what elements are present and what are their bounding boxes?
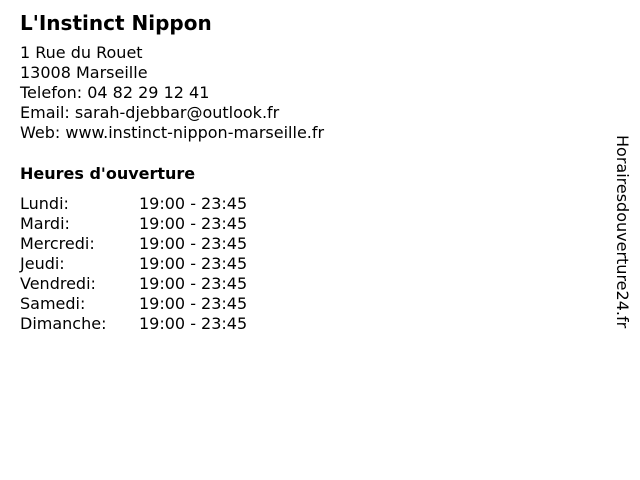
- time-range: 19:00 - 23:45: [139, 194, 248, 213]
- time-range: 19:00 - 23:45: [139, 254, 248, 273]
- day-label: Samedi:: [20, 294, 86, 313]
- time-range: 19:00 - 23:45: [139, 294, 248, 313]
- time-range: 19:00 - 23:45: [139, 314, 248, 333]
- email-line: Email: sarah-djebbar@outlook.fr: [20, 103, 280, 122]
- hours-table: [20, 194, 280, 334]
- day-label: Lundi:: [20, 194, 69, 213]
- day-label: Dimanche:: [20, 314, 107, 333]
- hours-row-friday: [20, 274, 280, 294]
- city-line: 13008 Marseille: [20, 63, 148, 82]
- time-range: 19:00 - 23:45: [139, 234, 248, 253]
- phone-line: Telefon: 04 82 29 12 41: [20, 83, 210, 102]
- day-label: Jeudi:: [20, 254, 65, 273]
- hours-row-wednesday: [20, 234, 280, 254]
- street-address: 1 Rue du Rouet: [20, 43, 143, 62]
- business-name: L'Instinct Nippon: [20, 11, 212, 35]
- hours-row-saturday: [20, 294, 280, 314]
- hours-row-monday: [20, 194, 280, 214]
- hours-row-sunday: [20, 314, 280, 334]
- web-line: Web: www.instinct-nippon-marseille.fr: [20, 123, 325, 142]
- address-block: [20, 43, 324, 143]
- hours-row-thursday: [20, 254, 280, 274]
- time-range: 19:00 - 23:45: [139, 214, 248, 233]
- day-label: Mercredi:: [20, 234, 95, 253]
- hours-heading: Heures d'ouverture: [20, 164, 196, 183]
- hours-row-tuesday: [20, 214, 280, 234]
- day-label: Vendredi:: [20, 274, 96, 293]
- day-label: Mardi:: [20, 214, 70, 233]
- time-range: 19:00 - 23:45: [139, 274, 248, 293]
- side-brand-text: Horairesdouverture24.fr: [613, 135, 632, 329]
